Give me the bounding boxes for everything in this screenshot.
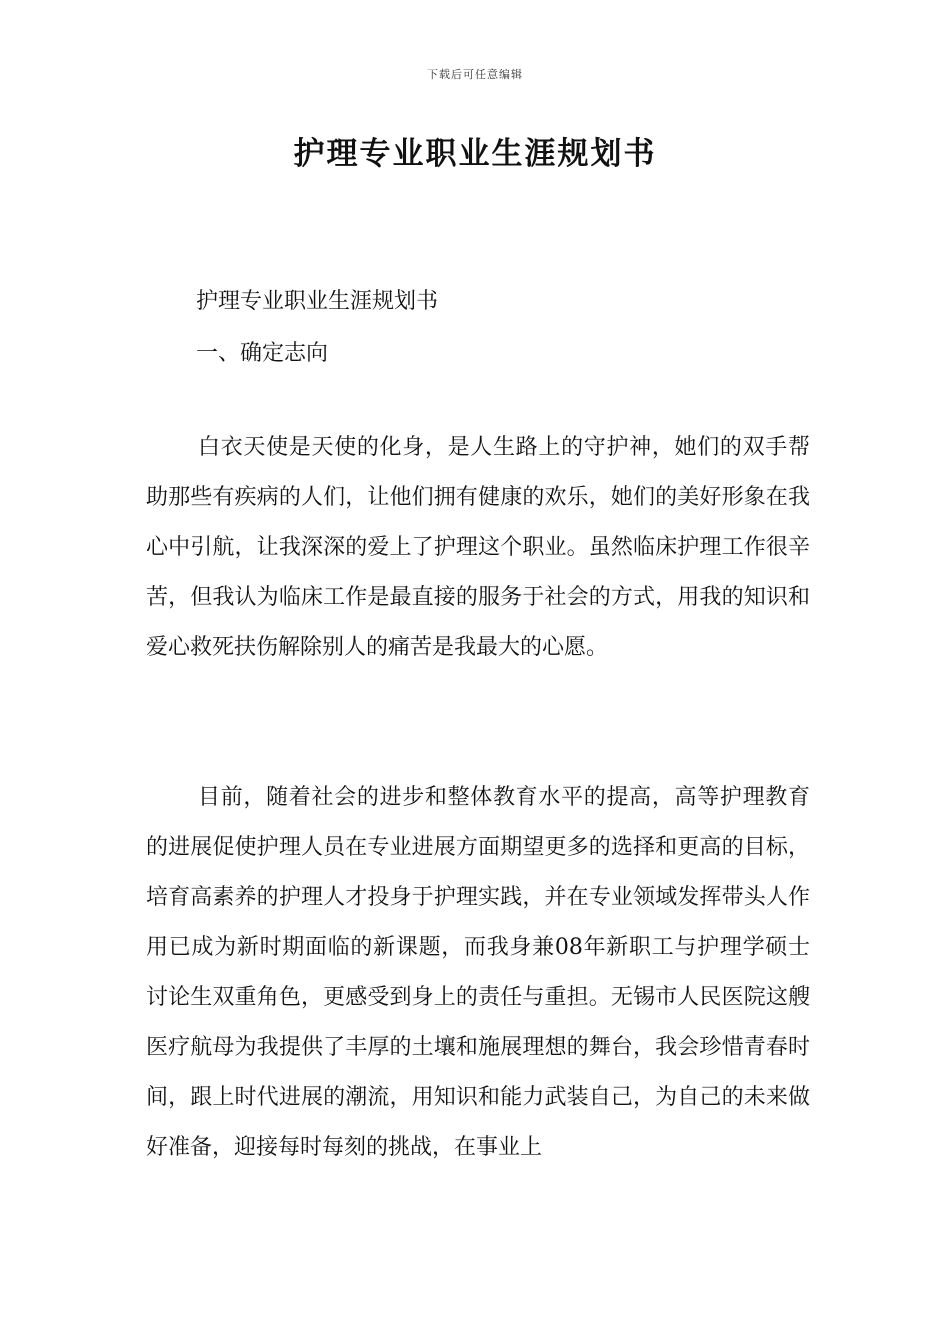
section-heading: 一、确定志向 [196,341,329,366]
paragraph-1: 白衣天使是天使的化身，是人生路上的守护神，她们的双手帮助那些有疾病的人们，让他们拥有健康的欢乐，她们的美好形象在我心中引航，让我深深的爱上了护理这个职业。虽然临床护理工作很辛苦，但我认为临床工作是最直接的服务于社会的方式，用我的知识和爱心救死扶伤解除别人的痛苦是我最大的心愿。 [146,435,810,660]
document-title: 护理专业职业生涯规划书 [293,136,657,172]
header-note: 下载后可任意编辑 [427,68,523,81]
document-subtitle: 护理专业职业生涯规划书 [196,289,439,314]
paragraph-2: 目前，随着社会的进步和整体教育水平的提高，高等护理教育的进展促使护理人员在专业进展方面期望更多的选择和更高的目标，培育高素养的护理人才投身于护理实践，并在专业领域发挥带头人作用已成为新时期面临的新课题，而我身兼08年新职工与护理学硕士讨论生双重角色，更感受到身上的责任与重担。无锡市人民医院这艘医疗航母为我提供了丰厚的土壤和施展理想的舞台，我会珍惜青春时间，跟上时代进展的潮流，用知识和能力武装自己，为自己的未来做好准备，迎接每时每刻的挑战，在事业上 [146,785,810,1160]
